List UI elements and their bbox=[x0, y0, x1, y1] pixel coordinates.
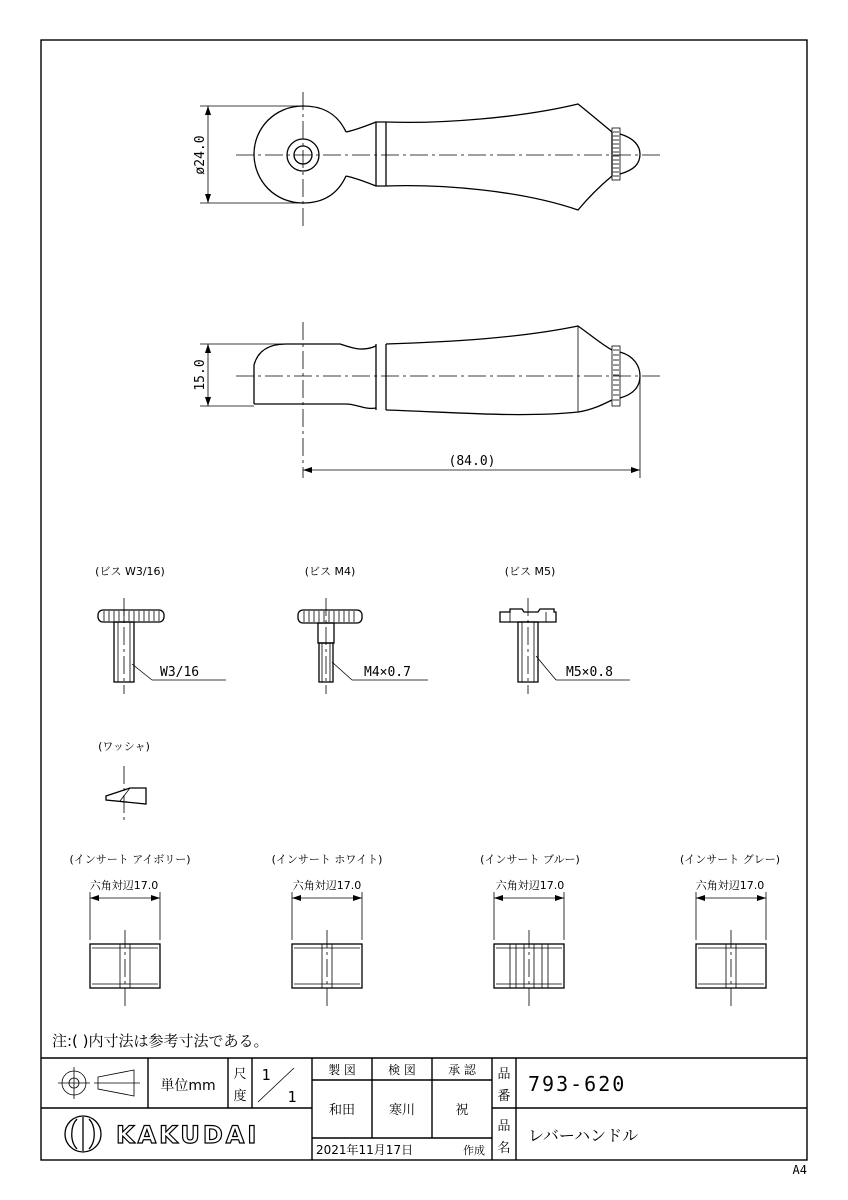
scale-label: 尺 bbox=[233, 1067, 247, 1082]
screw-w3-16 bbox=[95, 565, 226, 694]
diameter-dimension: ø24.0 bbox=[193, 135, 208, 175]
insert-blue bbox=[480, 853, 580, 1010]
washer bbox=[98, 740, 150, 822]
lever-top-view bbox=[193, 92, 664, 228]
made-by: 和田 bbox=[328, 1103, 356, 1118]
reference-note: 注:( )内寸法は参考寸法である。 bbox=[52, 1032, 269, 1050]
insert-ivory bbox=[69, 853, 190, 1010]
title-block bbox=[41, 1058, 807, 1160]
checked-by: 寒川 bbox=[388, 1103, 416, 1118]
approve-label: 承 認 bbox=[448, 1063, 476, 1077]
part-number: 793-620 bbox=[528, 1072, 627, 1096]
screw-spec: M5×0.8 bbox=[566, 665, 613, 680]
insert-title: (インサート ホワイト) bbox=[271, 853, 383, 866]
screw-title: (ビス M5) bbox=[504, 565, 556, 578]
check-label: 検 図 bbox=[388, 1063, 416, 1077]
scale-denominator: 1 bbox=[287, 1088, 297, 1106]
insert-title: (インサート グレー) bbox=[679, 853, 781, 866]
part-name-label: 品 bbox=[497, 1119, 511, 1134]
part-no-label: 番 bbox=[497, 1089, 511, 1104]
height-dimension: 15.0 bbox=[193, 359, 208, 391]
washer-title: (ワッシャ) bbox=[98, 740, 150, 753]
sheet-size: A4 bbox=[792, 1163, 807, 1177]
insert-dimension: 六角対辺17.0 bbox=[292, 879, 362, 892]
screw-m5 bbox=[500, 565, 630, 694]
drawing-frame bbox=[41, 40, 807, 1160]
insert-dimension: 六角対辺17.0 bbox=[89, 879, 159, 892]
approved-by: 祝 bbox=[455, 1103, 469, 1118]
created-label: 作成 bbox=[463, 1144, 485, 1157]
insert-title: (インサート アイボリー) bbox=[69, 853, 191, 866]
insert-dimension: 六角対辺17.0 bbox=[495, 879, 565, 892]
third-angle-projection-icon bbox=[58, 1067, 140, 1099]
screw-title: (ビス W3/16) bbox=[95, 565, 165, 578]
company-logo bbox=[65, 1116, 259, 1152]
screw-spec: M4×0.7 bbox=[364, 665, 411, 680]
length-dimension: (84.0) bbox=[448, 454, 496, 469]
scale-numerator: 1 bbox=[261, 1066, 271, 1084]
date: 2021年11月17日 bbox=[316, 1143, 414, 1157]
screw-spec: W3/16 bbox=[160, 665, 200, 680]
part-name: レバーハンドル bbox=[528, 1126, 639, 1145]
scale-label: 度 bbox=[233, 1089, 247, 1104]
part-name-label: 名 bbox=[497, 1141, 511, 1156]
part-no-label: 品 bbox=[497, 1067, 511, 1082]
company-name: KAKUDAI bbox=[116, 1121, 260, 1149]
made-label: 製 図 bbox=[328, 1063, 356, 1077]
insert-dimension: 六角対辺17.0 bbox=[695, 879, 765, 892]
screw-title: (ビス M4) bbox=[304, 565, 356, 578]
lever-side-view bbox=[193, 322, 664, 478]
insert-title: (インサート ブルー) bbox=[480, 853, 580, 866]
screw-m4 bbox=[298, 565, 428, 694]
insert-gray bbox=[680, 853, 780, 1010]
insert-white bbox=[272, 853, 383, 1010]
unit-label: 単位mm bbox=[160, 1078, 216, 1094]
